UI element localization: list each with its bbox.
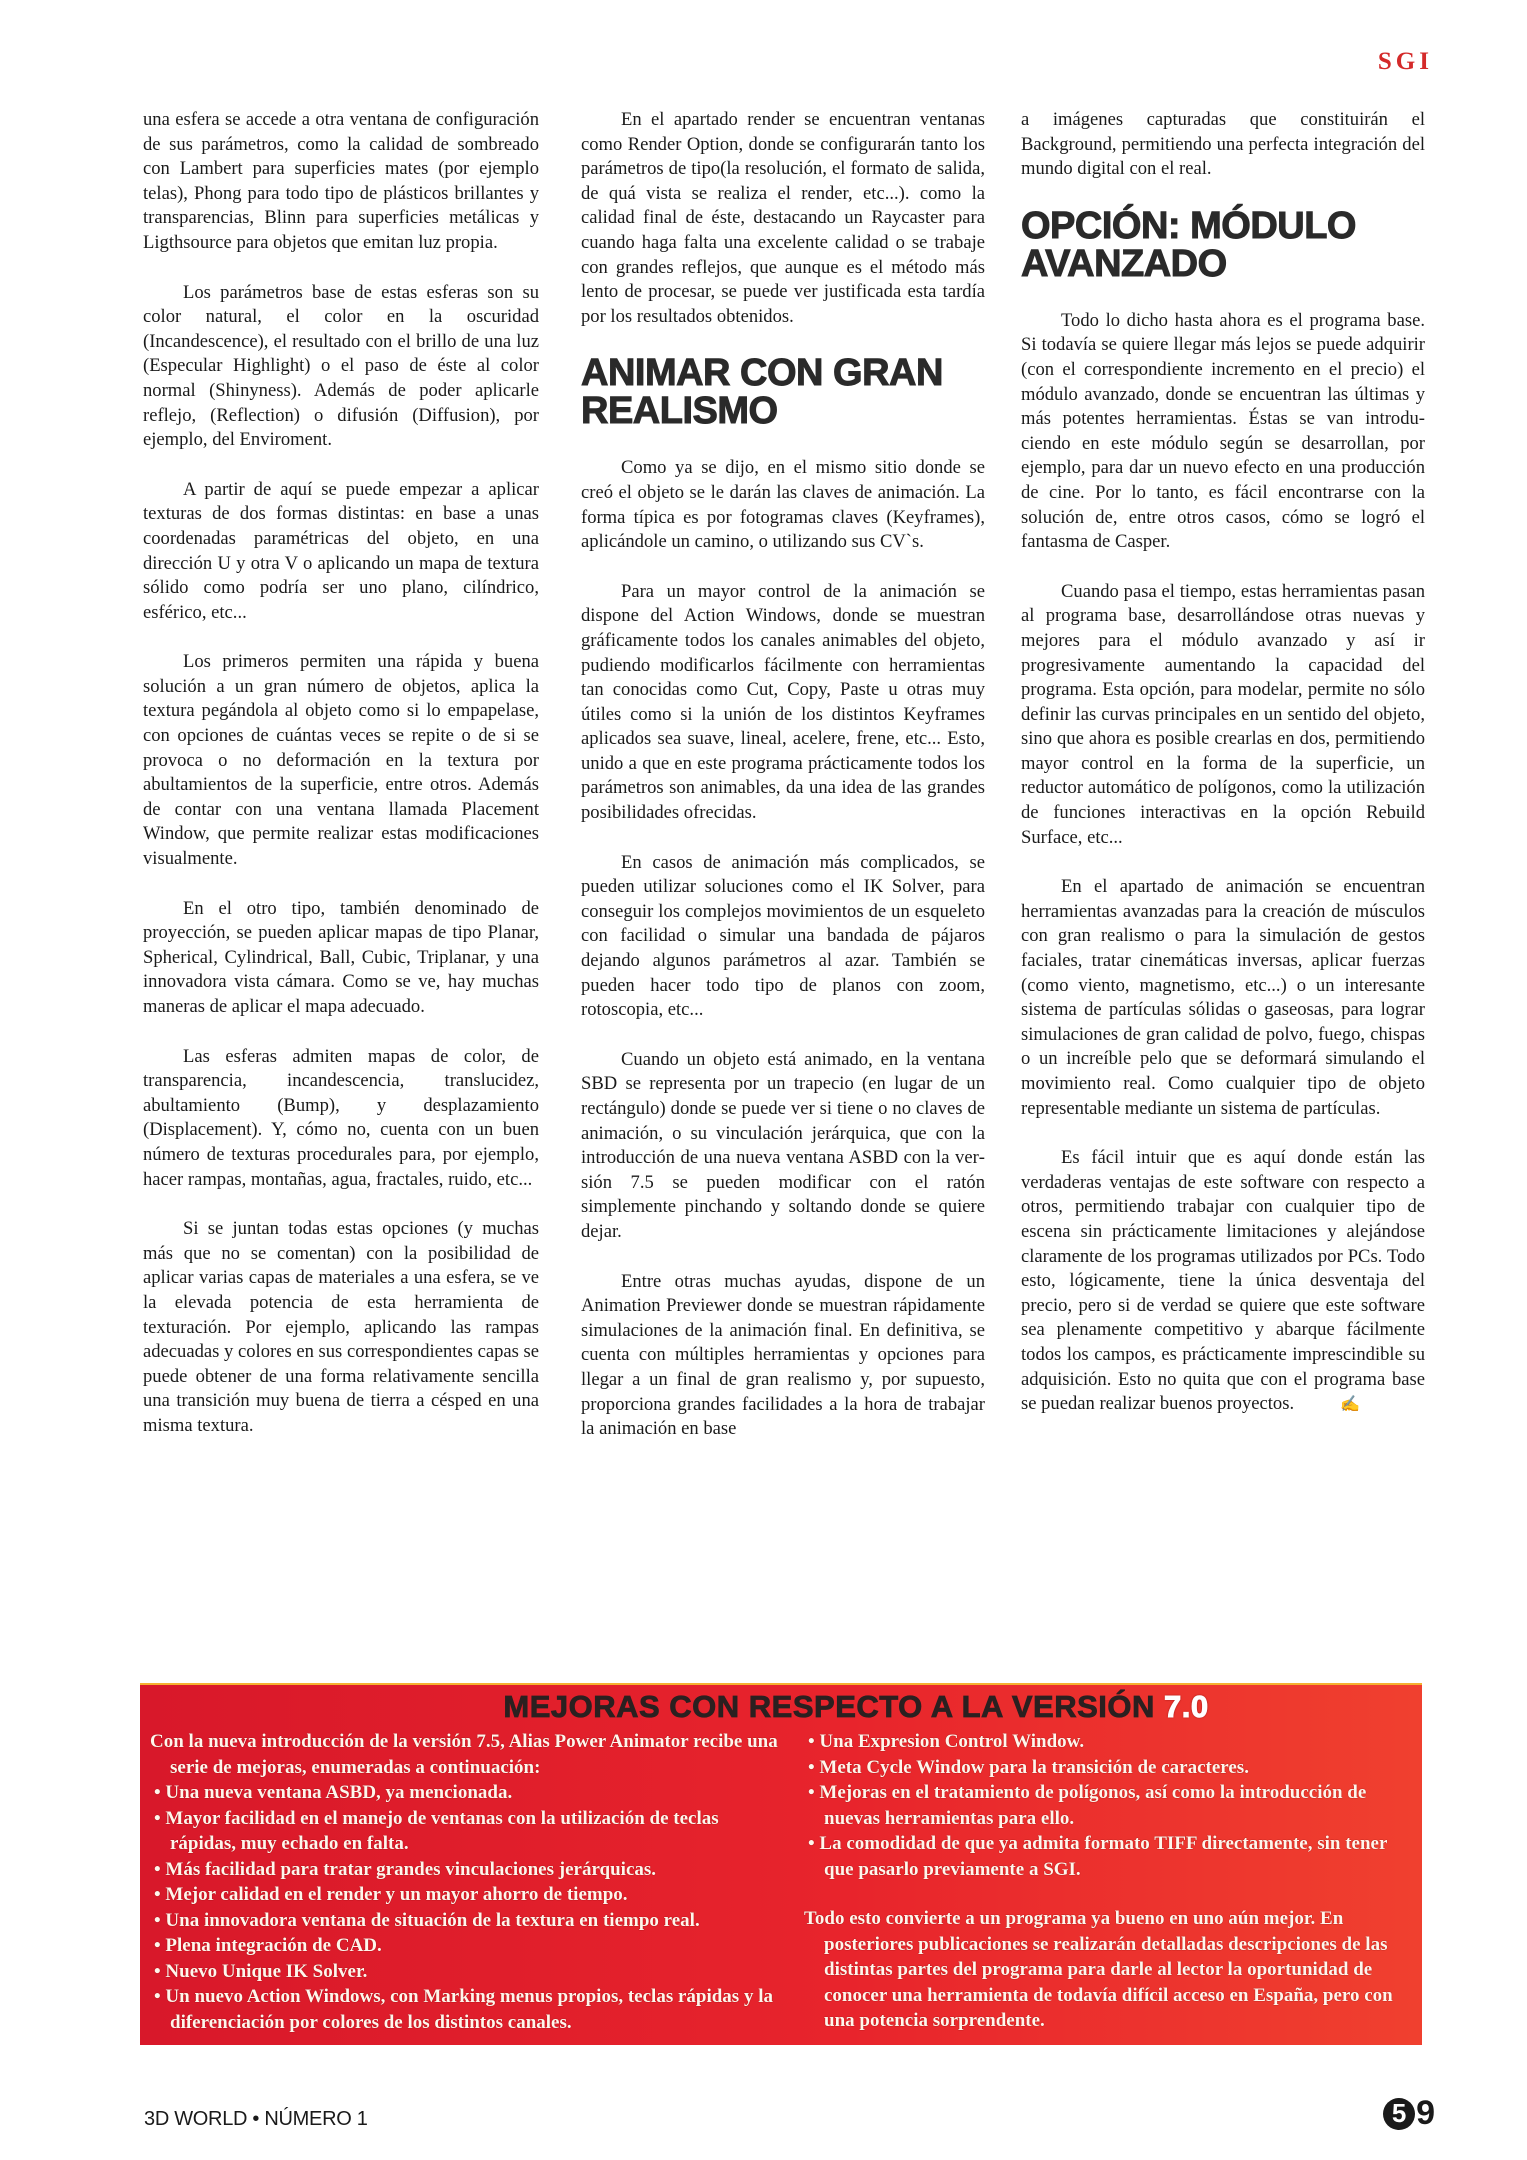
paragraph: Entre otras muchas ayudas, dispone de un Animation Previewer donde se muestran rápidamente simulaciones de la animación final. En definitiva, se cuenta con múltiples herramientas y opciones para llegar a un final de gran realismo y, por supuesto, proporciona grandes facilidades a la hora de trabajar la animación en base [581, 1270, 985, 1440]
paragraph: Para un mayor control de la animación se dispone del Action Windows, donde se muestran gráficamente todos los canales animables del objeto, pudiendo modificarlos fácilmente con herramientas tan conocidas como Cut, Copy, Paste u otras muy útiles como si la unión de los distintos Keyframes aplicados sea suave, lineal, acelere, frene, etc... Esto, unido a que en este programa prácticamente todos los parámetros son animables, da una idea de las grandes posibilidades ofrecidas. [581, 580, 985, 824]
list-item: • Un nuevo Action Windows, con Marking menus propios, teclas rápidas y la diferenciación por colores de los distintos canales. [154, 1986, 773, 2033]
box-intro: Con la nueva introducción de la versión 7.5, Alias Power Animator recibe una serie de mejoras, enumeradas a continuación: [150, 1731, 778, 1778]
paragraph: Como ya se dijo, en el mismo sitio donde se creó el objeto se le darán las claves de animación. La forma típica es por fotogramas claves (Keyframes), aplicándole un camino, o utilizando sus CV`s. [581, 457, 985, 553]
paragraph: Cuando pasa el tiempo, estas herramientas pasan al programa base, desarrollándose otras nuevas y mejores para el módulo avanzado y así ir progresivamente aumentando la capacidad del programa. Esta opción, para modelar, permite no sólo definir las curvas principales en un sentido del objeto, sino que ahora es posible crearlas en dos, permitiendo mayor control en la forma de la superficie, un reductor automático de polígonos, como la utilización de funciones interactivas en la opción Rebuild Surface, etc... [1021, 580, 1425, 848]
list-item: • Mayor facilidad en el manejo de ventanas con la utilización de teclas rápidas, muy echado en falta. [154, 1807, 719, 1854]
paragraph: Los primeros permiten una rápida y buena solución a un gran número de objetos, aplica la textura pegándola al objeto como si lo empapelase, con opciones de cuántas veces se repite o de si se provoca o no deformación en la textura por abultamientos de la superficie, entre otros. Además de contar con una ventana llamada Placement Window, que permite realizar estas modificaciones visualmente. [143, 651, 539, 870]
improvements-box-title [140, 1689, 1422, 1725]
list-item: • Nuevo Unique IK Solver. [154, 1960, 368, 1982]
list-item: • La comodidad de que ya admita formato TIFF directamente, sin tener que pasarlo previamente a SGI. [808, 1833, 1388, 1880]
list-item: • Una Expresion Control Window. [808, 1731, 1085, 1752]
paragraph: Los parámetros base de estas esferas son su color natural, el color en la oscuridad (Incandescence), el resultado con el brillo de una luz (Especular Highlight) o el paso de éste al color normal (Shinyness). Además de poder aplicarle reflejo, (Reflection) o difusión (Diffusion), por ejemplo, del Enviroment. [143, 281, 539, 451]
section-heading-animar: ANIMAR CON GRAN REALISMO [581, 352, 943, 433]
list-item: • Mejor calidad en el render y un mayor ahorro de tiempo. [154, 1884, 628, 1905]
improvements-box [140, 1683, 1422, 2045]
paragraph: En casos de animación más complicados, se pueden utilizar soluciones como el IK Solver, para conseguir los complejos movimientos de un esqueleto con facilidad o simular una bandada de pájaros dejando algunos parámetros al azar. También se pueden hacer todo tipo de planos con zoom, rotoscopia, etc... [581, 851, 985, 1021]
page-number-digit: 9 [1416, 2094, 1435, 2132]
paragraph: una esfera se accede a otra ventana de configuración de sus parámetros, como la calidad de sombreado con Lambert para superficies mates (por ejemplo telas), Phong para todo tipo de plásticos brillantes y transparencias, Blinn para superficies metálicas y Ligthsource para objetos que emitan luz propia. [143, 109, 539, 253]
list-item: • Meta Cycle Window para la transición de caracteres. [808, 1756, 1249, 1778]
section-heading-modulo-avanzado: OPCIÓN: MÓDULO AVANZADO [1021, 204, 1356, 285]
paragraph: En el apartado de animación se encuentran herramientas avanzadas para la creación de músculos con gran realismo o para la simulación de gestos faciales, tratar cinemáticas inversas, aplicar fuerzas (como viento, magnetismo, etc...) o un interesante sistema de partículas sólidas o gaseosas, para lograr simulaciones de gran calidad de polvo, fuego, chispas o un increíble pelo que se deformará simulando el movimiento real. Como cualquier tipo de objeto representable mediante un sistema de partículas. [1021, 876, 1425, 1119]
paragraph: Todo lo dicho hasta ahora es el programa base. Si todavía se quiere llegar más lejos se puede adquirir (con el correspondiente incremento en el precio) el módulo avanzado, donde se encuentran las últimas y más potentes herramientas. Éstas se van introduciendo en este módulo según se desarrollan, por ejemplo, para dar un nuevo efecto en una producción de cine. Por lo tanto, es fácil encontrarse con la solución de, entre otros casos, cómo se logró el fantasma de Casper. [1021, 309, 1425, 553]
paragraph: Las esferas admiten mapas de color, de transparencia, incandescencia, translucidez, abultamiento (Bump), y desplazamiento (Displacement). Y, cómo no, cuenta con un buen número de texturas procedurales para, por ejemplo, hacer rampas, montañas, agua, fractales, ruido, etc... [143, 1045, 539, 1190]
list-item: • Una innovadora ventana de situación de la textura en tiempo real. [154, 1909, 700, 1931]
article-column-2 [581, 108, 985, 1467]
article-column-3 [1021, 108, 1425, 1443]
paragraph-text: Es fácil intuir que es aquí donde están las verdaderas ventajas de este software con respecto a otros, permitiendo trabajar con cualquier tipo de escena sin prácticamente limitaciones y alejándose claramente de los programas utilizados por PCs. Todo esto, lógicamente, tiene la única desventaja del precio, pero si de verdad se quiere que este software sea plenamente competitivo y abarque fácilmente todos los campos, es prácticamente imprescindible su adquisición. Esto no quita que con el programa base se puedan realizar buenos proyectos. [1021, 1147, 1425, 1415]
paragraph: Si se juntan todas estas opciones (y muchas más que no se comentan) con la posibilidad de aplicar varias capas de materiales a una esfera, se ve la elevada potencia de esta herramienta de texturación. Por ejemplo, aplicando las rampas adecuadas y colores en sus correspondientes capas se puede obtener de una forma relativamente sencilla una transición muy buena de tierra a césped en una misma textura. [143, 1218, 539, 1436]
list-item: • Mejoras en el tratamiento de polígonos, así como la introducción de nuevas herramientas para ello. [808, 1782, 1367, 1829]
section-tag: SGI [1377, 48, 1433, 75]
paragraph: En el otro tipo, también denominado de proyección, se pueden aplicar mapas de tipo Planar, Spherical, Cylindrical, Ball, Cubic, Triplanar, y una innovadora vista cámara. Como se ve, hay muchas maneras de aplicar el mapa adecuado. [143, 897, 539, 1017]
paragraph: A partir de aquí se puede empezar a aplicar texturas de dos formas distintas: en base a unas coordenadas paramétricas del objeto, en una dirección U y otra V o aplicando un mapa de textura sólido como podría ser uno plano, cilíndrico, esférico, etc... [143, 478, 539, 623]
box-closing: Todo esto convierte a un programa ya bueno en uno aún mejor. En posteriores publicaciones se realizarán detalladas descripciones de las distintas partes del programa para darle al lector la oportunidad de conocer una herramienta de todavía difícil acceso en España, pero con una potencia sorprendente. [804, 1908, 1393, 2031]
publication-footer: 3D WORLD • NÚMERO 1 [144, 2108, 368, 2130]
improvements-left-column [150, 1729, 780, 2035]
paragraph: Cuando un objeto está animado, en la ventana SBD se representa por un trapecio (en lugar de un rectángulo) donde se puede ver si tiene o no claves de animación, o su vinculación jerárquica, que con la introducción de una nueva ventana ASBD con la versión 7.5 se pueden modificar con el ratón simplemente pinchando y soltando donde se quiere dejar. [581, 1048, 985, 1242]
end-mark-icon: ✍ [1340, 1396, 1361, 1414]
list-item: • Plena integración de CAD. [154, 1935, 382, 1956]
box-title-text: MEJORAS CON RESPECTO A LA VERSIÓN [503, 1689, 1155, 1724]
list-item: • Una nueva ventana ASBD, ya mencionada. [154, 1782, 513, 1803]
page-number-circled-digit: 5 [1383, 2098, 1415, 2130]
paragraph: En el apartado render se encuentran ventanas como Render Option, donde se configurarán tanto los parámetros de tipo(la resolución, el formato de salida, de quá vista se realiza el render, etc...). como la calidad final de éste, destacando un Raycaster para cuando haga falta una excelente calidad o se trabaje con grandes reflejos, que aunque es el método más lento de procesar, se puede ver justificada esta tardía por los resultados obtenidos. [581, 109, 985, 327]
paragraph: a imágenes capturadas que constituirán el Background, permitiendo una perfecta integración del mundo digital con el real. [1021, 109, 1425, 180]
box-title-version: 7.0 [1164, 1689, 1209, 1724]
page-number [1383, 2094, 1435, 2133]
paragraph-final [1021, 1146, 1425, 1418]
article-column-1 [143, 108, 539, 1464]
improvements-right-column [804, 1729, 1414, 2034]
list-item: • Más facilidad para tratar grandes vinculaciones jerárquicas. [154, 1858, 657, 1880]
